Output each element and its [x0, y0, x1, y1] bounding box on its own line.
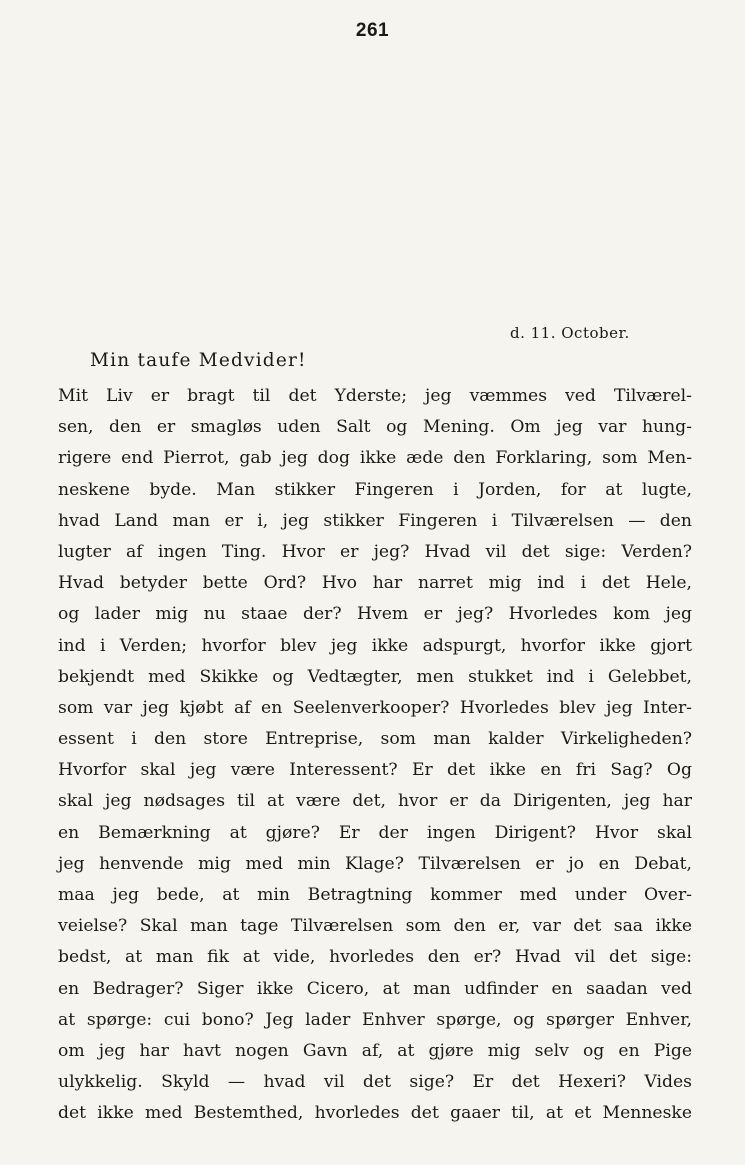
text-line: ind i Verden; hvorfor blev jeg ikke adspurgt, hvorfor ikke gjort	[58, 635, 692, 656]
text-line: neskene byde. Man stikker Fingeren i Jorden, for at lugte,	[58, 479, 692, 500]
text-line: det ikke med Bestemthed, hvorledes det gaaer til, at et Menneske	[58, 1103, 692, 1124]
text-line: jeg henvende mig med min Klage? Tilværelsen er jo en Debat,	[58, 853, 692, 874]
text-line: hvad Land man er i, jeg stikker Fingeren i Tilværelsen — den	[58, 510, 692, 531]
text-line: og lader mig nu staae der? Hvem er jeg? Hvorledes kom jeg	[58, 604, 692, 625]
page-number: 261	[355, 20, 390, 41]
text-line: sen, den er smagløs uden Salt og Mening. Om jeg var hung-	[58, 417, 692, 438]
text-line: lugter af ingen Ting. Hvor er jeg? Hvad vil det sige: Verden?	[58, 541, 692, 562]
text-line: om jeg har havt nogen Gavn af, at gjøre mig selv og en Pige	[58, 1040, 692, 1061]
salutation: Min taufe Medvider!	[90, 350, 307, 371]
text-line: rigere end Pierrot, gab jeg dog ikke æde den Forklaring, som Men-	[58, 448, 692, 469]
text-line: som var jeg kjøbt af en Seelenverkooper? Hvorledes blev jeg Inter-	[58, 697, 692, 718]
text-line: Mit Liv er bragt til det Yderste; jeg væmmes ved Tilværel-	[58, 386, 692, 406]
text-line: ulykkelig. Skyld — hvad vil det sige? Er det Hexeri? Vides	[58, 1072, 692, 1093]
text-line: bedst, at man fik at vide, hvorledes den er? Hvad vil det sige:	[58, 947, 692, 968]
text-line: maa jeg bede, at min Betragtning kommer med under Over-	[58, 885, 692, 905]
text-line: Hvorfor skal jeg være Interessent? Er det ikke en fri Sag? Og	[58, 760, 692, 781]
text-line: en Bedrager? Siger ikke Cicero, at man udfinder en saadan ved	[58, 978, 692, 999]
text-line: veielse? Skal man tage Tilværelsen som den er, var det saa ikke	[58, 916, 692, 937]
text-line: essent i den store Entreprise, som man kalder Virkeligheden?	[58, 729, 692, 750]
text-line: at spørge: cui bono? Jeg lader Enhver spørge, og spørger Enhver,	[58, 1009, 692, 1030]
dateline: d. 11. October.	[510, 324, 630, 342]
body-text	[58, 381, 692, 1130]
text-line: en Bemærkning at gjøre? Er der ingen Dirigent? Hvor skal	[58, 822, 692, 843]
text-line: skal jeg nødsages til at være det, hvor er da Dirigenten, jeg har	[58, 791, 692, 812]
text-line: bekjendt med Skikke og Vedtægter, men stukket ind i Gelebbet,	[58, 666, 692, 687]
text-line: Hvad betyder bette Ord? Hvo har narret mig ind i det Hele,	[58, 573, 692, 594]
